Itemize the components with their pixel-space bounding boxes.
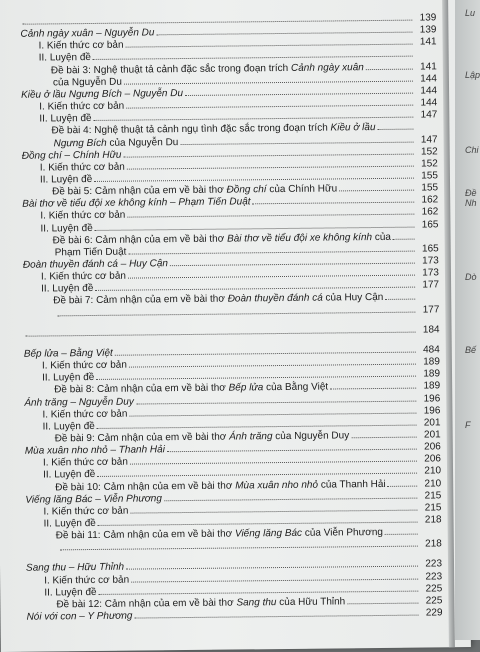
page-number: 189 xyxy=(418,369,440,381)
dot-leader xyxy=(127,157,414,169)
page-number: 218 xyxy=(420,539,442,551)
toc-entry-text: Đề bài 10: Cảm nhận của em về bài thơ Mùa xuân nho nhỏ của Thanh Hải xyxy=(55,478,386,493)
page-number: 144 xyxy=(415,85,437,97)
toc-entry-text: Mùa xuân nho nhỏ – Thanh Hải xyxy=(25,444,165,457)
dot-leader xyxy=(388,477,418,486)
dot-leader xyxy=(128,267,415,279)
dot-leader xyxy=(95,218,415,230)
dot-leader xyxy=(94,170,414,182)
dot-leader xyxy=(252,194,414,205)
toc-entry-text: I. Kiến thức cơ bản xyxy=(42,360,127,373)
page-number: 225 xyxy=(420,595,442,607)
dot-leader xyxy=(127,206,414,218)
dot-leader xyxy=(97,416,417,428)
toc-entry-text: Đề bài 7: Cảm nhận của em về bài thơ Đoàn thuyền đánh cá của Huy Cận xyxy=(53,292,383,307)
page-number: 152 xyxy=(416,146,438,158)
page-number: 223 xyxy=(420,559,442,571)
toc-entry-text: Đề bài 4: Nghệ thuật tả cảnh ngụ tình đặc sắc trong đoạn trích Kiều ở lầu xyxy=(51,122,375,137)
toc-entry-text: II. Luyện đề xyxy=(43,469,95,482)
page-number: 189 xyxy=(418,356,440,368)
dot-leader xyxy=(330,380,416,390)
next-page-text: Bế xyxy=(465,345,476,355)
toc-entry-text: I. Kiến thức cơ bản xyxy=(42,408,127,421)
dot-leader xyxy=(125,36,412,48)
next-page-edge xyxy=(455,0,480,640)
page-number: 139 xyxy=(414,25,436,37)
dot-leader xyxy=(98,582,418,594)
page-number: 162 xyxy=(416,207,438,219)
page-number: 155 xyxy=(416,182,438,194)
dot-leader xyxy=(180,133,413,144)
dot-leader xyxy=(377,121,413,130)
page-number: 173 xyxy=(417,267,439,279)
dot-leader xyxy=(393,230,415,239)
toc-entry-text: Đề bài 5: Cảm nhận của em về bài thơ Đồng chí của Chính Hữu xyxy=(52,184,337,199)
dot-leader xyxy=(97,465,417,477)
dot-leader xyxy=(347,594,418,604)
toc-entry-text: II. Luyện đề xyxy=(39,52,91,65)
page-number: 184 xyxy=(418,324,440,336)
dot-leader xyxy=(156,24,412,36)
toc-entry-text: I. Kiến thức cơ bản xyxy=(44,574,129,587)
toc-entry-text: Đề bài 8: Cảm nhận của em về bài thơ Bếp lửa của Bằng Việt xyxy=(54,382,328,397)
dot-leader xyxy=(94,109,414,121)
toc-entry-text: II. Luyện đề xyxy=(44,518,96,531)
dot-leader xyxy=(366,60,413,69)
toc-entry-text: II. Luyện đề xyxy=(40,174,92,187)
dot-leader xyxy=(129,356,416,368)
toc-entry-text: II. Luyện đề xyxy=(42,372,94,385)
dot-leader xyxy=(126,97,413,109)
toc-entry-text: I. Kiến thức cơ bản xyxy=(43,505,128,518)
page-number: 215 xyxy=(419,490,441,502)
page-number: 165 xyxy=(416,219,438,231)
toc-entry-text: Đề bài 6: Cảm nhận của em về bài thơ Bài thơ về tiểu đội xe không kính của xyxy=(53,232,391,248)
dot-leader xyxy=(351,429,417,439)
toc-entry-text: Đề bài 3: Nghệ thuật tả cảnh đặc sắc trong đoạn trích Cảnh ngày xuân xyxy=(51,62,364,77)
next-page-text: Lập xyxy=(465,70,480,80)
toc-entry-text: Sang thu – Hữu Thỉnh xyxy=(26,562,124,575)
toc-entry-text: I. Kiến thức cơ bản xyxy=(39,40,124,53)
page-number: 173 xyxy=(417,255,439,267)
next-page-text: Đề xyxy=(465,188,477,198)
page-number: 152 xyxy=(416,158,438,170)
toc-entry-text: Kiều ở lầu Ngưng Bích – Nguyễn Du xyxy=(21,88,183,102)
page-number: 177 xyxy=(417,280,439,292)
toc-entry-text: Đề bài 9: Cảm nhận của em về bài thơ Ánh trăng của Nguyễn Duy xyxy=(55,430,350,445)
dot-leader xyxy=(115,343,416,355)
page-number: 210 xyxy=(419,478,441,490)
toc-entry-text: Đề bài 12: Cảm nhận của em về bài thơ Sang thu của Hữu Thỉnh xyxy=(56,596,345,611)
toc-entry-text: Viếng lăng Bác – Viễn Phương xyxy=(25,493,162,506)
next-page-text: Nh xyxy=(465,198,477,208)
next-page-text: Dò xyxy=(465,272,477,282)
dot-leader xyxy=(130,501,417,513)
page-number: 484 xyxy=(418,344,440,356)
page-number: 206 xyxy=(419,454,441,466)
toc-entry-text: Đề bài 11: Cảm nhận của em về bài thơ Viếng lăng Bác của Viễn Phương xyxy=(56,527,383,542)
page-number: 189 xyxy=(418,381,440,393)
toc-entry-text: I. Kiến thức cơ bản xyxy=(43,457,128,470)
toc-entry-text: II. Luyện đề xyxy=(40,223,92,236)
dot-leader xyxy=(185,85,413,96)
dot-leader xyxy=(123,145,413,157)
toc-entry-text: I. Kiến thức cơ bản xyxy=(40,210,125,223)
dot-leader xyxy=(26,323,416,336)
toc-entry-text: I. Kiến thức cơ bản xyxy=(40,161,125,174)
page-number: 223 xyxy=(420,571,442,583)
page-number: 165 xyxy=(417,243,439,255)
page-number: 177 xyxy=(417,304,439,316)
toc-entry-text: I. Kiến thức cơ bản xyxy=(41,271,126,284)
page-number: 147 xyxy=(416,134,438,146)
dot-leader xyxy=(164,489,418,501)
page-number: 210 xyxy=(419,466,441,478)
page-number: 201 xyxy=(419,429,441,441)
toc-entry-text: Cảnh ngày xuân – Nguyễn Du xyxy=(20,27,154,40)
page-number: 139 xyxy=(414,12,436,24)
toc-entry-text: II. Luyện đề xyxy=(41,283,93,296)
next-page-text: Chi xyxy=(465,145,479,155)
dot-leader xyxy=(385,526,418,535)
toc-entry-text: Phạm Tiến Duật xyxy=(53,246,127,259)
page-number: 147 xyxy=(415,110,437,122)
page-number: 225 xyxy=(420,583,442,595)
dot-leader xyxy=(130,453,417,465)
page-number: 196 xyxy=(418,393,440,405)
dot-leader xyxy=(95,279,415,291)
toc-entry-text: Bài thơ về tiểu đội xe không kính – Phạm Tiến Duật xyxy=(22,197,250,211)
dot-leader xyxy=(129,404,416,416)
dot-leader xyxy=(385,291,415,300)
dot-leader xyxy=(98,514,418,526)
dot-leader xyxy=(136,392,417,404)
dot-leader xyxy=(96,368,416,380)
page-number: 144 xyxy=(415,73,437,85)
page-number: 196 xyxy=(418,405,440,417)
page-number: 155 xyxy=(416,170,438,182)
dot-leader xyxy=(93,48,413,60)
toc-entry-text: II. Luyện đề xyxy=(39,113,91,126)
toc-entry-text: Ngưng Bích của Nguyễn Du xyxy=(52,137,179,150)
dot-leader xyxy=(134,607,418,619)
dot-leader xyxy=(124,72,413,84)
page-number: 229 xyxy=(420,607,442,619)
toc-entry-text: II. Luyện đề xyxy=(42,421,94,434)
page-number: 201 xyxy=(418,417,440,429)
toc-entry-text: Ánh trăng – Nguyễn Duy xyxy=(24,396,134,409)
dot-leader xyxy=(128,242,414,254)
toc-entry-text: Bếp lửa – Bằng Việt xyxy=(24,348,113,361)
page-number: 141 xyxy=(415,61,437,73)
toc-entry-text: Nói với con – Y Phương xyxy=(26,611,132,624)
dot-leader xyxy=(126,558,418,570)
toc-entry-text: của Nguyễn Du xyxy=(51,76,122,89)
page-number: 144 xyxy=(415,97,437,109)
toc-entry-text: Đồng chí – Chính Hữu xyxy=(22,149,122,162)
page-number: 162 xyxy=(416,195,438,207)
page-number: 218 xyxy=(419,514,441,526)
toc-entry-text: II. Luyện đề xyxy=(44,587,96,600)
dot-leader xyxy=(131,570,418,582)
toc-entry-text: I. Kiến thức cơ bản xyxy=(39,101,124,114)
next-page-text: Lu xyxy=(465,8,475,18)
dot-leader xyxy=(167,441,417,453)
dot-leader xyxy=(22,12,412,25)
page-number: 206 xyxy=(419,441,441,453)
next-page-text: F xyxy=(465,420,471,430)
dot-leader xyxy=(339,182,414,192)
toc-entry-text: Đoàn thuyền đánh cá – Huy Cận xyxy=(23,258,168,272)
toc-row xyxy=(0,323,458,340)
page-number: 215 xyxy=(419,502,441,514)
dot-leader xyxy=(170,255,415,267)
page-number: 141 xyxy=(414,37,436,49)
